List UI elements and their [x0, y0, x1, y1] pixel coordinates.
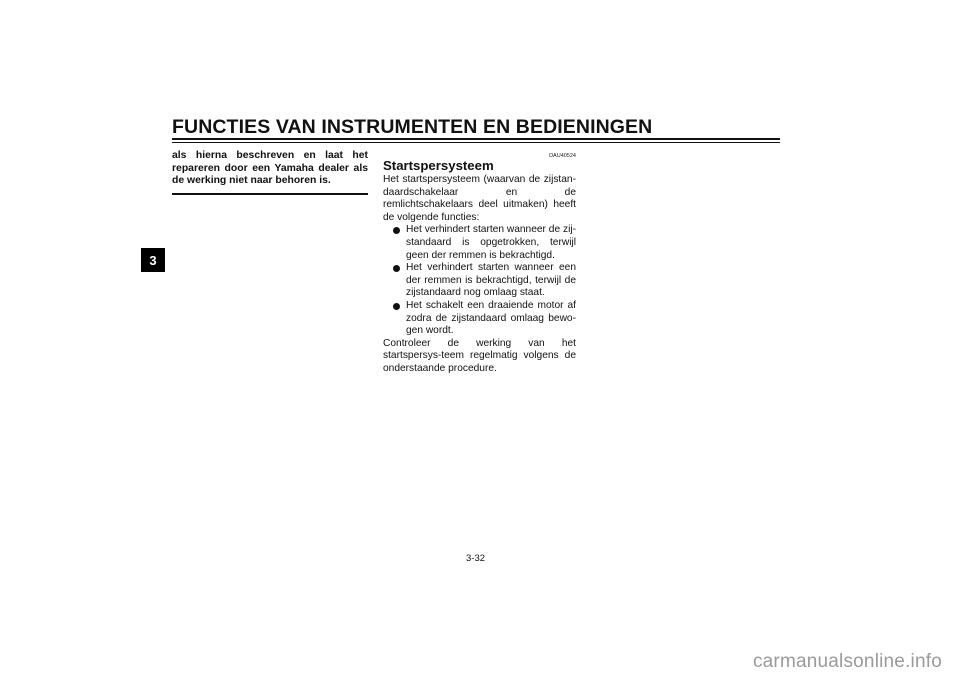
list-item-text: Het verhindert starten wanneer de zij-standaard is opgetrokken, terwijl geen der remmen is bekrachtigd.: [406, 224, 576, 261]
chapter-tab: 3: [141, 248, 165, 272]
header-rule-thin: [172, 142, 780, 143]
bullet-dot-icon: [393, 227, 400, 234]
watermark: carmanualsonline.info: [752, 651, 942, 672]
bullet-dot-icon: [393, 265, 400, 272]
page-number: 3-32: [466, 553, 486, 564]
header-rule-thick: [172, 138, 780, 140]
section-ref-code: DAU40524: [549, 153, 576, 159]
section-heading: Startspersysteem: [383, 158, 494, 173]
section-outro: Controleer de werking van het startspersys-teem regelmatig volgens de onderstaande procedure.: [383, 337, 576, 374]
list-item-text: Het verhindert starten wanneer een der remmen is bekrachtigd, terwijl de zijstandaard nog omlaag staat.: [406, 262, 576, 299]
page-header-title: FUNCTIES VAN INSTRUMENTEN EN BEDIENINGEN: [172, 116, 653, 138]
warning-end-rule: [172, 193, 368, 195]
section-startspersysteem: [383, 153, 576, 376]
warning-continuation-text: als hierna beschreven en laat het repareren door een Yamaha dealer als de werking niet naar behoren is.: [172, 150, 368, 186]
list-item: [383, 224, 576, 262]
section-intro: Het startspersysteem (waarvan de zijstan-daardschakelaar en de remlichtschakelaars deel uitmaken) heeft de volgende functies:: [383, 174, 576, 223]
bullet-dot-icon: [393, 303, 400, 310]
list-item-text: Het schakelt een draaiende motor af zodra de zijstandaard omlaag bewo-gen wordt.: [406, 299, 576, 337]
functions-list: [383, 224, 576, 337]
list-item: [383, 262, 576, 300]
list-item: [383, 300, 576, 338]
